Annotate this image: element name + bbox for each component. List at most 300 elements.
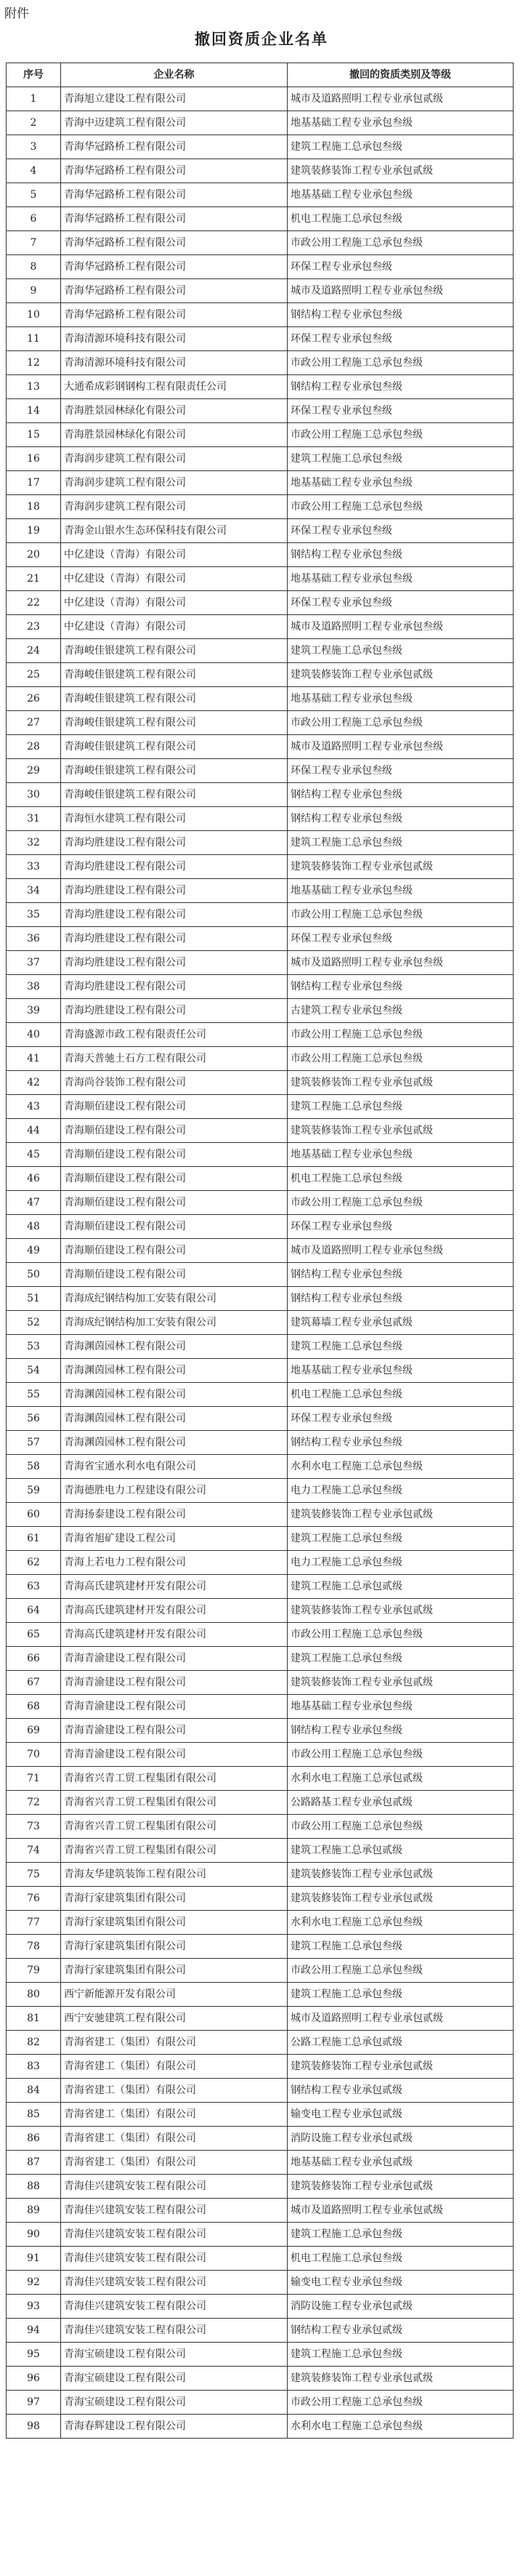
- row-qualification: 钢结构工程专业承包叁级: [288, 303, 514, 327]
- row-company: 青海扬泰建设工程有限公司: [61, 1503, 288, 1527]
- row-company: 青海旭立建设工程有限公司: [61, 87, 288, 111]
- row-no: 17: [7, 471, 61, 495]
- row-company: 青海峻佳银建筑工程有限公司: [61, 711, 288, 735]
- row-company: 青海顺佰建设工程有限公司: [61, 1263, 288, 1287]
- table-row: [7, 927, 514, 951]
- row-no: 16: [7, 447, 61, 471]
- row-company: 青海省旭矿建设工程公司: [61, 1527, 288, 1551]
- table-row: [7, 1431, 514, 1455]
- row-no: 24: [7, 639, 61, 663]
- row-no: 38: [7, 975, 61, 999]
- row-no: 11: [7, 327, 61, 351]
- table-row: [7, 351, 514, 375]
- table-row: [7, 1047, 514, 1071]
- row-no: 79: [7, 1959, 61, 1983]
- row-qualification: 机电工程施工总承包叁级: [288, 2247, 514, 2271]
- table-row: [7, 2127, 514, 2151]
- row-company: 青海华冠路桥工程有限公司: [61, 279, 288, 303]
- header-no: 序号: [7, 63, 61, 87]
- table-row: [7, 687, 514, 711]
- row-company: 青海行家建筑集团有限公司: [61, 1959, 288, 1983]
- row-qualification: 输变电工程专业承包贰级: [288, 2103, 514, 2127]
- table-row: [7, 1119, 514, 1143]
- row-company: 青海均胜建设工程有限公司: [61, 831, 288, 855]
- row-qualification: 机电工程施工总承包叁级: [288, 207, 514, 231]
- row-qualification: 钢结构工程专业承包叁级: [288, 375, 514, 399]
- row-company: 青海春辉建设工程有限公司: [61, 2415, 288, 2439]
- row-company: 青海高氏建筑建材开发有限公司: [61, 1575, 288, 1599]
- row-no: 5: [7, 183, 61, 207]
- row-company: 青海上若电力工程有限公司: [61, 1551, 288, 1575]
- row-no: 40: [7, 1023, 61, 1047]
- row-no: 2: [7, 111, 61, 135]
- row-company: 青海省宝通水利水电有限公司: [61, 1455, 288, 1479]
- row-no: 39: [7, 999, 61, 1023]
- table-row: [7, 1623, 514, 1647]
- row-no: 41: [7, 1047, 61, 1071]
- row-qualification: 环保工程专业承包叁级: [288, 1215, 514, 1239]
- row-company: 青海青渝建设工程有限公司: [61, 1743, 288, 1767]
- row-company: 青海佳兴建筑安装工程有限公司: [61, 2271, 288, 2295]
- row-qualification: 钢结构工程专业承包叁级: [288, 1719, 514, 1743]
- row-no: 60: [7, 1503, 61, 1527]
- row-company: 青海峻佳银建筑工程有限公司: [61, 783, 288, 807]
- row-qualification: 环保工程专业承包叁级: [288, 1407, 514, 1431]
- company-table: [6, 63, 514, 2439]
- table-row: [7, 135, 514, 159]
- table-row: [7, 1407, 514, 1431]
- row-qualification: 水利水电工程施工总承包叁级: [288, 1455, 514, 1479]
- row-company: 青海顺佰建设工程有限公司: [61, 1215, 288, 1239]
- row-company: 青海华冠路桥工程有限公司: [61, 231, 288, 255]
- table-row: [7, 831, 514, 855]
- row-no: 83: [7, 2055, 61, 2079]
- table-row: [7, 1023, 514, 1047]
- row-company: 西宁新能源开发有限公司: [61, 1983, 288, 2007]
- row-qualification: 市政公用工程施工总承包叁级: [288, 1959, 514, 1983]
- row-qualification: 环保工程专业承包叁级: [288, 927, 514, 951]
- row-company: 青海华冠路桥工程有限公司: [61, 207, 288, 231]
- row-company: 青海宝硕建设工程有限公司: [61, 2391, 288, 2415]
- header-company: 企业名称: [61, 63, 288, 87]
- row-no: 72: [7, 1791, 61, 1815]
- table-row: [7, 1647, 514, 1671]
- row-qualification: 建筑工程施工总承包贰级: [288, 1575, 514, 1599]
- table-row: [7, 2247, 514, 2271]
- row-no: 37: [7, 951, 61, 975]
- row-no: 80: [7, 1983, 61, 2007]
- row-no: 76: [7, 1887, 61, 1911]
- row-qualification: 地基基础工程专业承包叁级: [288, 1695, 514, 1719]
- row-no: 21: [7, 567, 61, 591]
- header-qualification: 撤回的资质类别及等级: [288, 63, 514, 87]
- row-qualification: 水利水电工程施工总承包贰级: [288, 1767, 514, 1791]
- table-row: [7, 567, 514, 591]
- row-company: 青海顺佰建设工程有限公司: [61, 1191, 288, 1215]
- row-qualification: 市政公用工程施工总承包叁级: [288, 1623, 514, 1647]
- row-qualification: 城市及道路照明工程专业承包贰级: [288, 2199, 514, 2223]
- row-no: 59: [7, 1479, 61, 1503]
- table-row: [7, 1719, 514, 1743]
- row-company: 青海峻佳银建筑工程有限公司: [61, 663, 288, 687]
- row-company: 青海青渝建设工程有限公司: [61, 1647, 288, 1671]
- row-no: 75: [7, 1863, 61, 1887]
- row-no: 1: [7, 87, 61, 111]
- row-company: 青海尚谷装饰工程有限公司: [61, 1071, 288, 1095]
- table-row: [7, 591, 514, 615]
- table-row: [7, 471, 514, 495]
- row-no: 25: [7, 663, 61, 687]
- table-row: [7, 2343, 514, 2367]
- table-row: [7, 2055, 514, 2079]
- table-row: [7, 1551, 514, 1575]
- row-qualification: 建筑装修装饰工程专业承包贰级: [288, 1887, 514, 1911]
- row-no: 27: [7, 711, 61, 735]
- row-qualification: 建筑工程施工总承包叁级: [288, 1983, 514, 2007]
- row-company: 青海渊茵园林工程有限公司: [61, 1383, 288, 1407]
- row-company: 青海华冠路桥工程有限公司: [61, 135, 288, 159]
- table-row: [7, 639, 514, 663]
- row-no: 55: [7, 1383, 61, 1407]
- row-company: 青海均胜建设工程有限公司: [61, 951, 288, 975]
- table-row: [7, 2151, 514, 2175]
- row-no: 90: [7, 2223, 61, 2247]
- row-no: 94: [7, 2319, 61, 2343]
- row-qualification: 建筑装修装饰工程专业承包贰级: [288, 1671, 514, 1695]
- table-row: [7, 1815, 514, 1839]
- row-no: 47: [7, 1191, 61, 1215]
- row-company: 青海峻佳银建筑工程有限公司: [61, 639, 288, 663]
- row-company: 青海佳兴建筑安装工程有限公司: [61, 2319, 288, 2343]
- table-row: [7, 1191, 514, 1215]
- row-company: 青海盛源市政工程有限责任公司: [61, 1023, 288, 1047]
- table-row: [7, 975, 514, 999]
- row-qualification: 建筑装修装饰工程专业承包贰级: [288, 2175, 514, 2199]
- row-qualification: 城市及道路照明工程专业承包叁级: [288, 735, 514, 759]
- row-no: 64: [7, 1599, 61, 1623]
- row-no: 57: [7, 1431, 61, 1455]
- row-company: 青海胜景园林绿化有限公司: [61, 399, 288, 423]
- row-company: 青海行家建筑集团有限公司: [61, 1887, 288, 1911]
- table-row: [7, 1311, 514, 1335]
- row-qualification: 建筑工程施工总承包叁级: [288, 1647, 514, 1671]
- table-row: [7, 87, 514, 111]
- table-row: [7, 1839, 514, 1863]
- row-company: 青海顺佰建设工程有限公司: [61, 1167, 288, 1191]
- table-row: [7, 1455, 514, 1479]
- row-no: 48: [7, 1215, 61, 1239]
- row-no: 29: [7, 759, 61, 783]
- row-qualification: 地基基础工程专业承包叁级: [288, 183, 514, 207]
- row-no: 36: [7, 927, 61, 951]
- table-row: [7, 1167, 514, 1191]
- row-company: 青海顺佰建设工程有限公司: [61, 1095, 288, 1119]
- row-qualification: 建筑装修装饰工程专业承包贰级: [288, 663, 514, 687]
- table-row: [7, 1575, 514, 1599]
- table-row: [7, 999, 514, 1023]
- row-company: 青海佳兴建筑安装工程有限公司: [61, 2223, 288, 2247]
- table-row: [7, 1671, 514, 1695]
- row-company: 青海恒水建筑工程有限公司: [61, 807, 288, 831]
- row-qualification: 钢结构工程专业承包贰级: [288, 2319, 514, 2343]
- table-row: [7, 231, 514, 255]
- row-qualification: 市政公用工程施工总承包叁级: [288, 1047, 514, 1071]
- table-row: [7, 951, 514, 975]
- row-qualification: 钢结构工程专业承包叁级: [288, 1287, 514, 1311]
- row-no: 52: [7, 1311, 61, 1335]
- row-qualification: 建筑工程施工总承包叁级: [288, 2223, 514, 2247]
- row-qualification: 市政公用工程施工总承包叁级: [288, 2391, 514, 2415]
- table-row: [7, 1503, 514, 1527]
- row-company: 青海成纪钢结构加工安装有限公司: [61, 1287, 288, 1311]
- row-qualification: 水利水电工程施工总承包叁级: [288, 1911, 514, 1935]
- row-no: 18: [7, 495, 61, 519]
- row-company: 青海省建工（集团）有限公司: [61, 2055, 288, 2079]
- row-no: 73: [7, 1815, 61, 1839]
- row-qualification: 建筑工程施工总承包叁级: [288, 639, 514, 663]
- row-company: 青海青渝建设工程有限公司: [61, 1671, 288, 1695]
- row-no: 35: [7, 903, 61, 927]
- table-row: [7, 159, 514, 183]
- table-row: [7, 183, 514, 207]
- row-company: 中亿建设（青海）有限公司: [61, 591, 288, 615]
- row-no: 67: [7, 1671, 61, 1695]
- row-no: 42: [7, 1071, 61, 1095]
- row-qualification: 消防设施工程专业承包贰级: [288, 2295, 514, 2319]
- table-row: [7, 2295, 514, 2319]
- row-company: 青海均胜建设工程有限公司: [61, 927, 288, 951]
- row-no: 82: [7, 2031, 61, 2055]
- row-company: 青海华冠路桥工程有限公司: [61, 159, 288, 183]
- table-row: [7, 735, 514, 759]
- table-row: [7, 1959, 514, 1983]
- row-company: 青海顺佰建设工程有限公司: [61, 1143, 288, 1167]
- table-row: [7, 111, 514, 135]
- row-qualification: 城市及道路照明工程专业承包叁级: [288, 951, 514, 975]
- row-qualification: 市政公用工程施工总承包叁级: [288, 1815, 514, 1839]
- attachment-label: 附件: [4, 7, 29, 21]
- row-company: 青海渊茵园林工程有限公司: [61, 1431, 288, 1455]
- table-row: [7, 1887, 514, 1911]
- table-row: [7, 1911, 514, 1935]
- row-no: 96: [7, 2367, 61, 2391]
- row-qualification: 建筑幕墙工程专业承包贰级: [288, 1311, 514, 1335]
- row-no: 69: [7, 1719, 61, 1743]
- row-no: 84: [7, 2079, 61, 2103]
- row-company: 青海成纪钢结构加工安装有限公司: [61, 1311, 288, 1335]
- row-qualification: 市政公用工程施工总承包叁级: [288, 711, 514, 735]
- table-row: [7, 2175, 514, 2199]
- row-qualification: 钢结构工程专业承包叁级: [288, 543, 514, 567]
- row-company: 青海省兴青工贸工程集团有限公司: [61, 1839, 288, 1863]
- row-qualification: 建筑工程施工总承包叁级: [288, 1527, 514, 1551]
- row-company: 青海均胜建设工程有限公司: [61, 879, 288, 903]
- row-no: 78: [7, 1935, 61, 1959]
- row-no: 7: [7, 231, 61, 255]
- row-qualification: 市政公用工程施工总承包叁级: [288, 1743, 514, 1767]
- row-qualification: 地基基础工程专业承包叁级: [288, 1143, 514, 1167]
- row-no: 65: [7, 1623, 61, 1647]
- row-no: 6: [7, 207, 61, 231]
- table-row: [7, 495, 514, 519]
- row-company: 青海渊茵园林工程有限公司: [61, 1359, 288, 1383]
- row-no: 14: [7, 399, 61, 423]
- row-qualification: 建筑工程施工总承包叁级: [288, 1335, 514, 1359]
- row-qualification: 建筑装修装饰工程专业承包贰级: [288, 1863, 514, 1887]
- row-no: 19: [7, 519, 61, 543]
- row-no: 77: [7, 1911, 61, 1935]
- row-qualification: 环保工程专业承包叁级: [288, 519, 514, 543]
- row-company: 青海高氏建筑建材开发有限公司: [61, 1599, 288, 1623]
- row-no: 9: [7, 279, 61, 303]
- table-row: [7, 543, 514, 567]
- row-qualification: 市政公用工程施工总承包叁级: [288, 1191, 514, 1215]
- row-no: 30: [7, 783, 61, 807]
- table-row: [7, 615, 514, 639]
- row-no: 95: [7, 2343, 61, 2367]
- row-qualification: 建筑工程施工总承包叁级: [288, 2343, 514, 2367]
- row-no: 87: [7, 2151, 61, 2175]
- table-header-row: [7, 63, 514, 87]
- row-no: 46: [7, 1167, 61, 1191]
- row-company: 青海省兴青工贸工程集团有限公司: [61, 1815, 288, 1839]
- row-company: 青海金山银水生态环保科技有限公司: [61, 519, 288, 543]
- row-no: 15: [7, 423, 61, 447]
- table-row: [7, 1767, 514, 1791]
- row-company: 青海均胜建设工程有限公司: [61, 975, 288, 999]
- row-company: 青海行家建筑集团有限公司: [61, 1911, 288, 1935]
- row-qualification: 公路工程施工总承包贰级: [288, 2031, 514, 2055]
- row-qualification: 建筑装修装饰工程专业承包贰级: [288, 2055, 514, 2079]
- row-no: 70: [7, 1743, 61, 1767]
- table-row: [7, 1359, 514, 1383]
- row-qualification: 建筑工程施工总承包叁级: [288, 447, 514, 471]
- row-company: 青海青渝建设工程有限公司: [61, 1695, 288, 1719]
- row-no: 49: [7, 1239, 61, 1263]
- row-qualification: 建筑工程施工总承包贰级: [288, 1839, 514, 1863]
- row-no: 45: [7, 1143, 61, 1167]
- table-row: [7, 447, 514, 471]
- row-company: 青海省建工（集团）有限公司: [61, 2127, 288, 2151]
- row-qualification: 地基基础工程专业承包叁级: [288, 687, 514, 711]
- table-row: [7, 1335, 514, 1359]
- row-company: 青海润步建筑工程有限公司: [61, 471, 288, 495]
- row-company: 青海均胜建设工程有限公司: [61, 903, 288, 927]
- row-company: 青海省建工（集团）有限公司: [61, 2151, 288, 2175]
- row-qualification: 公路路基工程专业承包贰级: [288, 1791, 514, 1815]
- row-company: 西宁安驰建筑工程有限公司: [61, 2007, 288, 2031]
- row-no: 22: [7, 591, 61, 615]
- table-row: [7, 423, 514, 447]
- row-qualification: 水利水电工程施工总承包叁级: [288, 2415, 514, 2439]
- row-no: 93: [7, 2295, 61, 2319]
- row-company: 青海佳兴建筑安装工程有限公司: [61, 2175, 288, 2199]
- table-row: [7, 855, 514, 879]
- table-row: [7, 1215, 514, 1239]
- table-row: [7, 1695, 514, 1719]
- row-qualification: 机电工程施工总承包叁级: [288, 1383, 514, 1407]
- row-qualification: 消防设施工程专业承包贰级: [288, 2127, 514, 2151]
- table-row: [7, 1743, 514, 1767]
- row-qualification: 建筑工程施工总承包叁级: [288, 135, 514, 159]
- row-qualification: 建筑装修装饰工程专业承包贰级: [288, 1503, 514, 1527]
- table-row: [7, 1287, 514, 1311]
- row-company: 中亿建设（青海）有限公司: [61, 543, 288, 567]
- row-qualification: 建筑装修装饰工程专业承包贰级: [288, 855, 514, 879]
- row-qualification: 输变电工程专业承包叁级: [288, 2271, 514, 2295]
- row-company: 青海峻佳银建筑工程有限公司: [61, 687, 288, 711]
- row-company: 青海润步建筑工程有限公司: [61, 495, 288, 519]
- row-qualification: 电力工程施工总承包叁级: [288, 1479, 514, 1503]
- row-no: 20: [7, 543, 61, 567]
- row-company: 青海清源环境科技有限公司: [61, 351, 288, 375]
- row-company: 青海佳兴建筑安装工程有限公司: [61, 2247, 288, 2271]
- row-no: 50: [7, 1263, 61, 1287]
- row-no: 10: [7, 303, 61, 327]
- table-row: [7, 1263, 514, 1287]
- page-title: 撤回资质企业名单: [195, 30, 328, 48]
- table-row: [7, 519, 514, 543]
- row-qualification: 古建筑工程专业承包叁级: [288, 999, 514, 1023]
- row-qualification: 地基基础工程专业承包叁级: [288, 879, 514, 903]
- table-row: [7, 1095, 514, 1119]
- table-row: [7, 2271, 514, 2295]
- row-no: 51: [7, 1287, 61, 1311]
- row-company: 大通希成彩钢钢构工程有限责任公司: [61, 375, 288, 399]
- row-qualification: 地基基础工程专业承包叁级: [288, 1359, 514, 1383]
- row-company: 青海华冠路桥工程有限公司: [61, 303, 288, 327]
- table-row: [7, 1479, 514, 1503]
- row-qualification: 建筑装修装饰工程专业承包贰级: [288, 1119, 514, 1143]
- table-row: [7, 207, 514, 231]
- row-company: 青海省建工（集团）有限公司: [61, 2103, 288, 2127]
- row-qualification: 钢结构工程专业承包叁级: [288, 807, 514, 831]
- row-no: 32: [7, 831, 61, 855]
- table-row: [7, 2199, 514, 2223]
- row-no: 13: [7, 375, 61, 399]
- row-company: 青海润步建筑工程有限公司: [61, 447, 288, 471]
- row-company: 青海省兴青工贸工程集团有限公司: [61, 1791, 288, 1815]
- table-row: [7, 1383, 514, 1407]
- row-company: 青海天普驰土石方工程有限公司: [61, 1047, 288, 1071]
- table-row: [7, 1239, 514, 1263]
- row-no: 74: [7, 1839, 61, 1863]
- table-row: [7, 1143, 514, 1167]
- row-qualification: 环保工程专业承包叁级: [288, 399, 514, 423]
- row-qualification: 环保工程专业承包叁级: [288, 255, 514, 279]
- row-company: 青海渊茵园林工程有限公司: [61, 1335, 288, 1359]
- row-no: 3: [7, 135, 61, 159]
- row-qualification: 钢结构工程专业承包叁级: [288, 1263, 514, 1287]
- row-qualification: 环保工程专业承包叁级: [288, 591, 514, 615]
- table-row: [7, 2007, 514, 2031]
- row-qualification: 环保工程专业承包叁级: [288, 327, 514, 351]
- row-company: 青海青渝建设工程有限公司: [61, 1719, 288, 1743]
- row-qualification: 市政公用工程施工总承包叁级: [288, 1023, 514, 1047]
- table-row: [7, 2367, 514, 2391]
- row-company: 青海顺佰建设工程有限公司: [61, 1119, 288, 1143]
- table-row: [7, 2391, 514, 2415]
- row-qualification: 建筑装修装饰工程专业承包贰级: [288, 1071, 514, 1095]
- table-row: [7, 2319, 514, 2343]
- row-no: 63: [7, 1575, 61, 1599]
- table-row: [7, 327, 514, 351]
- row-qualification: 建筑装修装饰工程专业承包贰级: [288, 2367, 514, 2391]
- row-qualification: 建筑工程施工总承包叁级: [288, 831, 514, 855]
- row-company: 青海行家建筑集团有限公司: [61, 1935, 288, 1959]
- row-company: 青海宝硕建设工程有限公司: [61, 2367, 288, 2391]
- row-no: 26: [7, 687, 61, 711]
